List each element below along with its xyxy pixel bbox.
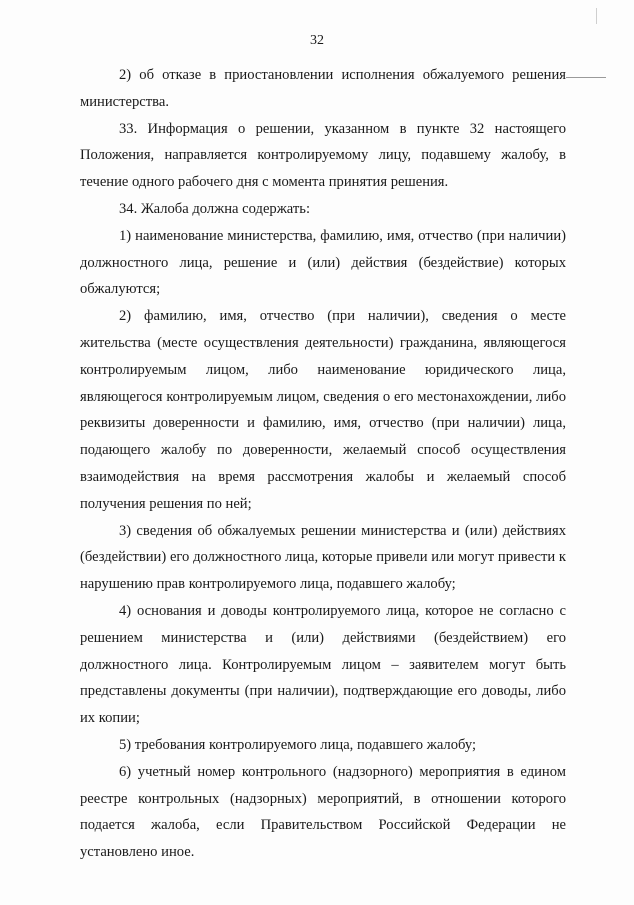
paragraph-34-item-4: 4) основания и доводы контролируемого лица, которое не согласно с решением министерства и (или) действиями (бездействием) его должностного лица. Контролируемым лицом – заявителем могут быть представлены документы (при наличии), подтверждающие его доводы, либо их копии; xyxy=(80,602,566,727)
scan-line-mark xyxy=(566,77,606,78)
paragraph-34-item-2: 2) фамилию, имя, отчество (при наличии), сведения о месте жительства (месте осуществления деятельности) гражданина, являющегося контролируемым лицом, либо наименование юридического лица, являющегося контролируемым лицом, сведения о его местонахождении, либо реквизиты доверенности и фамилию, имя, отчество (при наличии) лица, подающего жалобу по доверенности, желаемый способ осуществления взаимодействия на время рассмотрения жалобы и желаемый способ получения решения по ней; xyxy=(80,308,566,512)
document-body xyxy=(80,62,566,866)
paragraph-34-item-5: 5) требования контролируемого лица, подавшего жалобу; xyxy=(119,736,477,753)
paragraph-34-item-3: 3) сведения об обжалуемых решении министерства и (или) действиях (бездействии) его должностного лица, которые привели или могут привести к нарушению прав контролируемого лица, подавшего жалобу; xyxy=(80,522,566,593)
paragraph-refusal-suspension: 2) об отказе в приостановлении исполнения обжалуемого решения министерства. xyxy=(80,67,566,110)
paragraph-34-item-1: 1) наименование министерства, фамилию, имя, отчество (при наличии) должностного лица, решение и (или) действия (бездействие) которых обжалуются; xyxy=(80,227,566,298)
scan-corner-mark xyxy=(596,8,597,24)
paragraph-33-information: 33. Информация о решении, указанном в пункте 32 настоящего Положения, направляется контролируемому лицу, подавшему жалобу, в течение одного рабочего дня с момента принятия решения. xyxy=(80,120,566,191)
page-number: 32 xyxy=(310,33,324,48)
paragraph-34-complaint-content: 34. Жалоба должна содержать: xyxy=(119,200,310,217)
paragraph-34-item-6: 6) учетный номер контрольного (надзорного) мероприятия в едином реестре контрольных (надзорных) мероприятий, в отношении которого подается жалоба, если Правительством Российской Федерации не установлено иное. xyxy=(80,763,566,861)
